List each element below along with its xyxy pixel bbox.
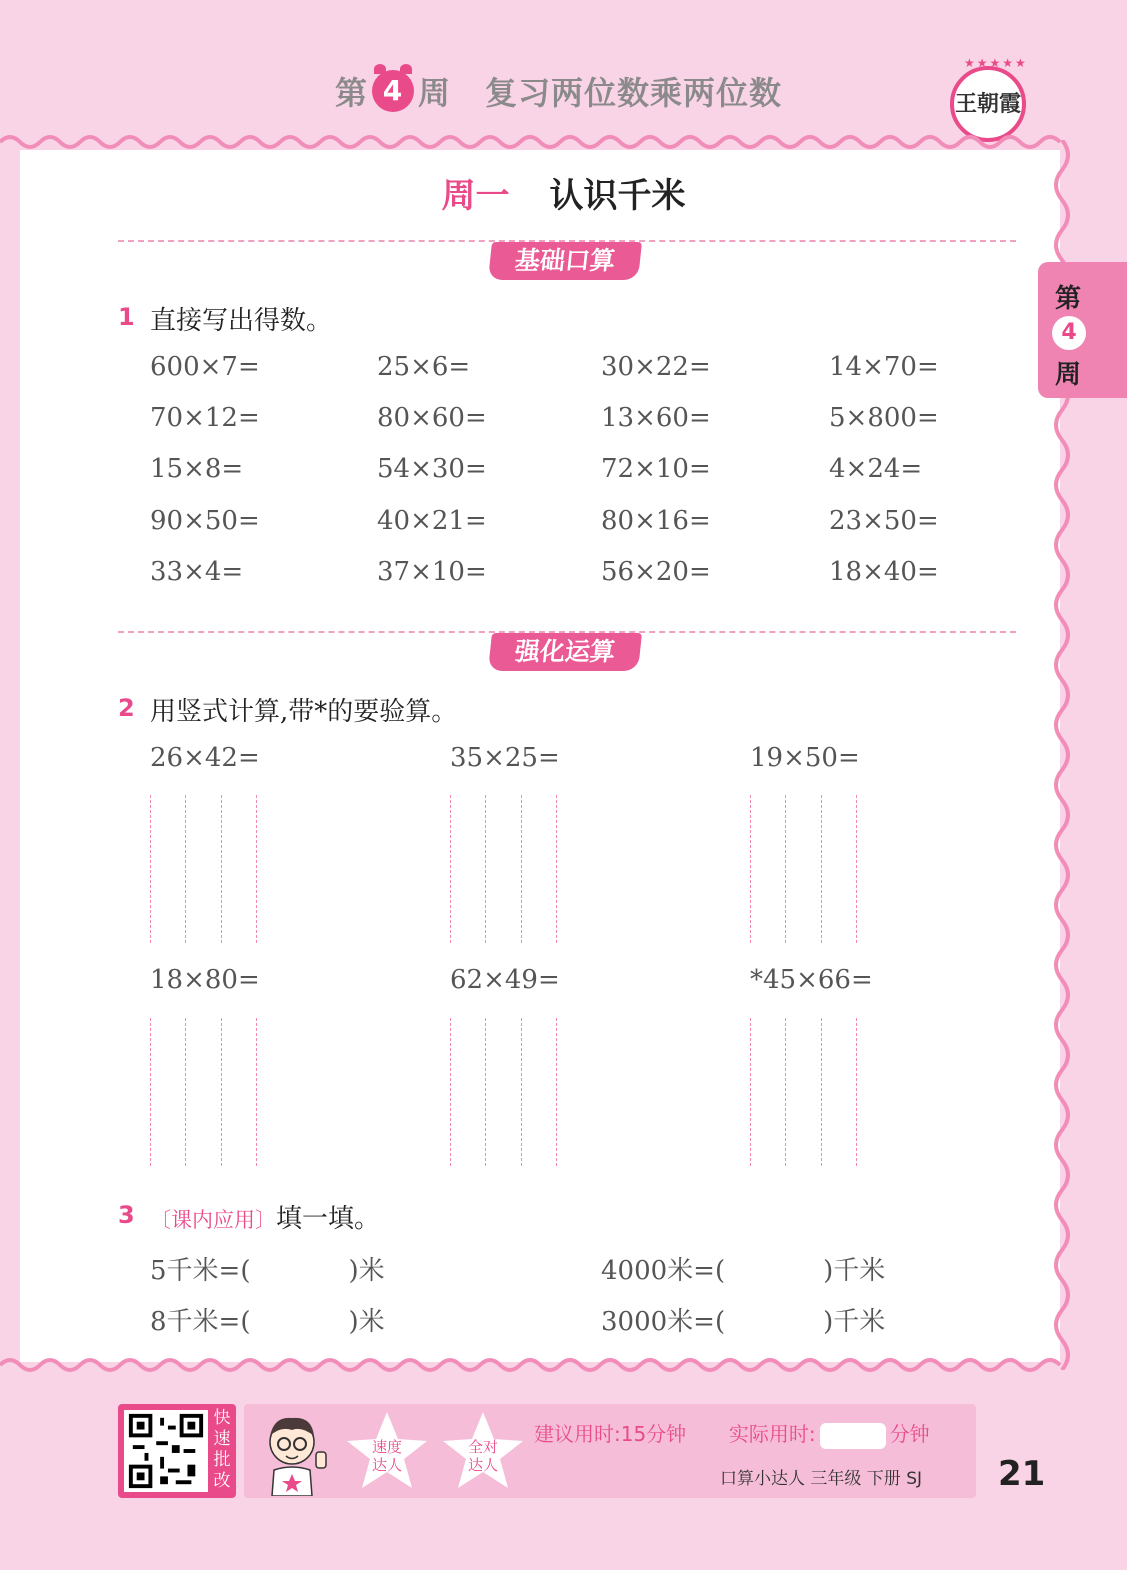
q2-problem: *45×66= [750, 965, 873, 995]
q1-expression: 13×60= [601, 403, 711, 433]
q2-problem: 18×80= [150, 965, 260, 995]
q1-expression: 30×22= [601, 352, 711, 382]
q3-item-left: 4000米=( [601, 1256, 726, 1286]
work-guide-line [750, 1018, 751, 1166]
q3-item-left: 3000米=( [601, 1307, 726, 1337]
work-guide-line [856, 1018, 857, 1166]
actual-time-field[interactable] [820, 1423, 886, 1449]
work-guide-line [821, 1018, 822, 1166]
week-side-tab [1038, 262, 1127, 398]
page-number: 21 [998, 1454, 1046, 1494]
question-number-1: 1 [118, 303, 135, 331]
mascot-icon [252, 1408, 344, 1496]
q2-problem: 26×42= [150, 743, 260, 773]
work-guide-line [856, 795, 857, 943]
accuracy-star-label [440, 1438, 526, 1474]
work-guide-line [450, 1018, 451, 1166]
day-title [0, 168, 1127, 217]
work-guide-line [150, 795, 151, 943]
question-number-3: 3 [118, 1201, 135, 1229]
work-guide-line [221, 795, 222, 943]
question-tag: 〔课内应用〕 [150, 1208, 276, 1232]
actual-time-unit: 分钟 [889, 1422, 930, 1446]
work-guide-line [785, 795, 786, 943]
section-badge-advanced: 强化运算 [488, 633, 642, 671]
q1-expression: 15×8= [150, 454, 244, 484]
page-header [0, 0, 1127, 150]
q3-item [601, 1250, 885, 1287]
q1-expression: 56×20= [601, 557, 711, 587]
q1-expression: 23×50= [829, 506, 939, 536]
logo-text: 王朝霞 [954, 91, 1021, 117]
day-label: 周一 [441, 176, 510, 216]
work-guide-line [450, 795, 451, 943]
q3-item [601, 1301, 885, 1338]
qr-panel[interactable] [118, 1404, 236, 1498]
work-guide-line [750, 795, 751, 943]
week-title [335, 68, 782, 114]
work-guide-line [821, 795, 822, 943]
qr-code-icon[interactable] [124, 1410, 208, 1492]
q1-expression: 4×24= [829, 454, 923, 484]
q2-problem: 19×50= [750, 743, 860, 773]
q3-item [150, 1250, 385, 1287]
q3-item-right: )千米 [823, 1256, 886, 1286]
actual-time-label: 实际用时: [728, 1422, 816, 1446]
star-label-line: 速度 [371, 1438, 402, 1456]
work-guide-line [485, 1018, 486, 1166]
brand-logo [950, 56, 1028, 142]
work-guide-line [556, 795, 557, 943]
work-guide-line [556, 1018, 557, 1166]
star-label-line: 达人 [371, 1456, 402, 1474]
wave-border-top [0, 132, 1127, 152]
q3-item-right: )米 [348, 1307, 385, 1337]
work-guide-line [221, 1018, 222, 1166]
q3-item-left: 5千米=( [150, 1256, 251, 1286]
work-guide-line [256, 795, 257, 943]
q1-expression: 80×60= [377, 403, 487, 433]
star-label-line: 全对 [467, 1438, 498, 1456]
work-guide-line [485, 795, 486, 943]
week-suffix: 周 [418, 74, 452, 112]
book-info: 口算小达人 三年级 下册 SJ [720, 1469, 923, 1489]
q1-expression: 14×70= [829, 352, 939, 382]
q1-expression: 40×21= [377, 506, 487, 536]
question-instruction-1: 直接写出得数。 [150, 306, 333, 336]
qr-label: 快速批改 [213, 1408, 231, 1491]
work-guide-line [185, 1018, 186, 1166]
logo-stars-icon: ★★★★★ [964, 56, 1028, 70]
week-topic: 复习两位数乘两位数 [485, 74, 783, 112]
q1-expression: 70×12= [150, 403, 260, 433]
side-tab-bottom: 周 [1054, 360, 1081, 390]
work-guide-line [150, 1018, 151, 1166]
speed-star-label [344, 1438, 430, 1474]
q3-item-right: )米 [348, 1256, 385, 1286]
week-number-badge: 4 [372, 70, 414, 112]
star-label-line: 达人 [467, 1456, 498, 1474]
work-guide-line [256, 1018, 257, 1166]
q1-expression: 5×800= [829, 403, 939, 433]
q3-item-left: 8千米=( [150, 1307, 251, 1337]
q2-problem: 62×49= [450, 965, 560, 995]
day-topic: 认识千米 [549, 176, 686, 216]
work-guide-line [521, 1018, 522, 1166]
section-badge-basic: 基础口算 [488, 242, 642, 280]
q1-expression: 72×10= [601, 454, 711, 484]
question-instruction-2: 用竖式计算,带*的要验算。 [150, 697, 458, 727]
timing-banner [244, 1404, 976, 1498]
q1-expression: 600×7= [150, 352, 260, 382]
side-tab-number: 4 [1052, 316, 1086, 350]
q1-expression: 90×50= [150, 506, 260, 536]
q3-item-right: )千米 [823, 1307, 886, 1337]
question-number-2: 2 [118, 694, 135, 722]
q2-problem: 35×25= [450, 743, 560, 773]
q1-expression: 33×4= [150, 557, 244, 587]
q1-expression: 25×6= [377, 352, 471, 382]
question-instruction-3 [150, 1198, 380, 1235]
side-tab-top: 第 [1054, 284, 1081, 314]
q1-expression: 37×10= [377, 557, 487, 587]
page-footer [118, 1404, 976, 1498]
time-info [534, 1418, 930, 1449]
question-instruction-text: 填一填。 [276, 1204, 381, 1234]
work-guide-line [185, 795, 186, 943]
q1-expression: 54×30= [377, 454, 487, 484]
wave-border-bottom [0, 1355, 1127, 1375]
work-guide-line [521, 795, 522, 943]
work-guide-line [785, 1018, 786, 1166]
q1-expression: 80×16= [601, 506, 711, 536]
suggested-time: 建议用时:15分钟 [534, 1422, 687, 1446]
q1-expression: 18×40= [829, 557, 939, 587]
week-prefix: 第 [335, 74, 369, 112]
q3-item [150, 1301, 385, 1338]
